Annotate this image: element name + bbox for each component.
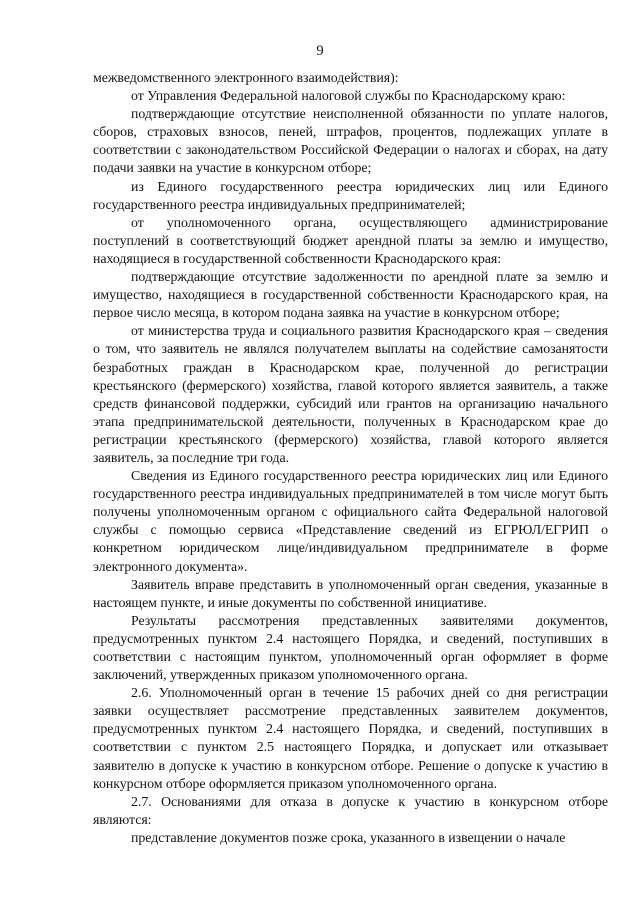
paragraph-registry: из Единого государственного реестра юридических лиц или Единого государственного реестра индивидуальных предпринимателей; xyxy=(93,179,608,213)
paragraph-own-initiative: Заявитель вправе представить в уполномоченный орган сведения, указанные в настоящем пункте, и иные документы по собственной инициативе. xyxy=(93,577,608,611)
page-number: 9 xyxy=(316,43,324,59)
document-body xyxy=(93,70,608,848)
paragraph-section-2-6: 2.6. Уполномоченный орган в течение 15 рабочих дней со дня регистрации заявки осуществляет рассмотрение представленных заявителем документов, предусмотренных пунктом 2.4 настоящего Порядка, и сведений, поступивших в соответствии с пунктом 2.5 настоящего Порядка, и допускает или отказывает заявителю в допуске к участию в конкурсном отборе. Решение о допуске к участию в конкурсном отборе оформляется приказом уполномоченного органа. xyxy=(93,686,608,792)
paragraph-rent-debt: подтверждающие отсутствие задолженности по арендной плате за землю и имущество, находящиеся в государственной собственности Краснодарского края, на первое число месяца, в котором подана заявка на участие в конкурсном отборе; xyxy=(93,270,608,322)
paragraph-fns-header: от Управления Федеральной налоговой службы по Краснодарскому краю: xyxy=(131,89,566,105)
paragraph-review-results: Результаты рассмотрения представленных заявителями документов, предусмотренных пунктом 2.4 настоящего Порядка, и сведений, поступивших в соответствии с настоящим пунктом, уполномоченный орган оформляет в форме заключений, утвержденных приказом уполномоченного органа. xyxy=(93,613,608,684)
paragraph-registry-service: Сведения из Единого государственного реестра юридических лиц или Единого государственного реестра индивидуальных предпринимателей в том числе могут быть получены уполномоченным органом с официального сайта Федеральной налоговой службы с помощью сервиса «Представление сведений из ЕГРЮЛ/ЕГРИП о конкретном юридическом лице/индивидуальном предпринимателе в форме электронного документа». xyxy=(93,469,608,575)
paragraph-rent-authority: от уполномоченного органа, осуществляющего администрирование поступлений в соответствующий бюджет арендной платы за землю и имущество, находящиеся в государственной собственности Краснодарского края: xyxy=(93,215,608,267)
paragraph-late-submission: представление документов позже срока, указанного в извещении о начале xyxy=(131,830,566,846)
paragraph-labor-ministry: от министерства труда и социального развития Краснодарского края – сведения о том, что заявитель не являлся получателем выплаты на содействие самозанятости безработных граждан в Краснодарском крае, полученной до регистрации крестьянского (фермерского) хозяйства, главой которого является заявитель, а также средств финансовой поддержки, субсидий или грантов на организацию начального этапа предпринимательской деятельности, полученных в Краснодарском крае до регистрации крестьянского (фермерского) хозяйства, главой которого является заявитель, за последние три года. xyxy=(93,324,608,466)
paragraph-continuation: межведомственного электронного взаимодействия): xyxy=(93,71,399,86)
paragraph-section-2-7: 2.7. Основаниями для отказа в допуске к участию в конкурсном отборе являются: xyxy=(93,794,608,828)
paragraph-tax-obligations: подтверждающие отсутствие неисполненной обязанности по уплате налогов, сборов, страховых взносов, пеней, штрафов, процентов, подлежащих уплате в соответствии с законодательством Российской Федерации о налогах и сборах, на дату подачи заявки на участие в конкурсном отборе; xyxy=(93,107,608,177)
